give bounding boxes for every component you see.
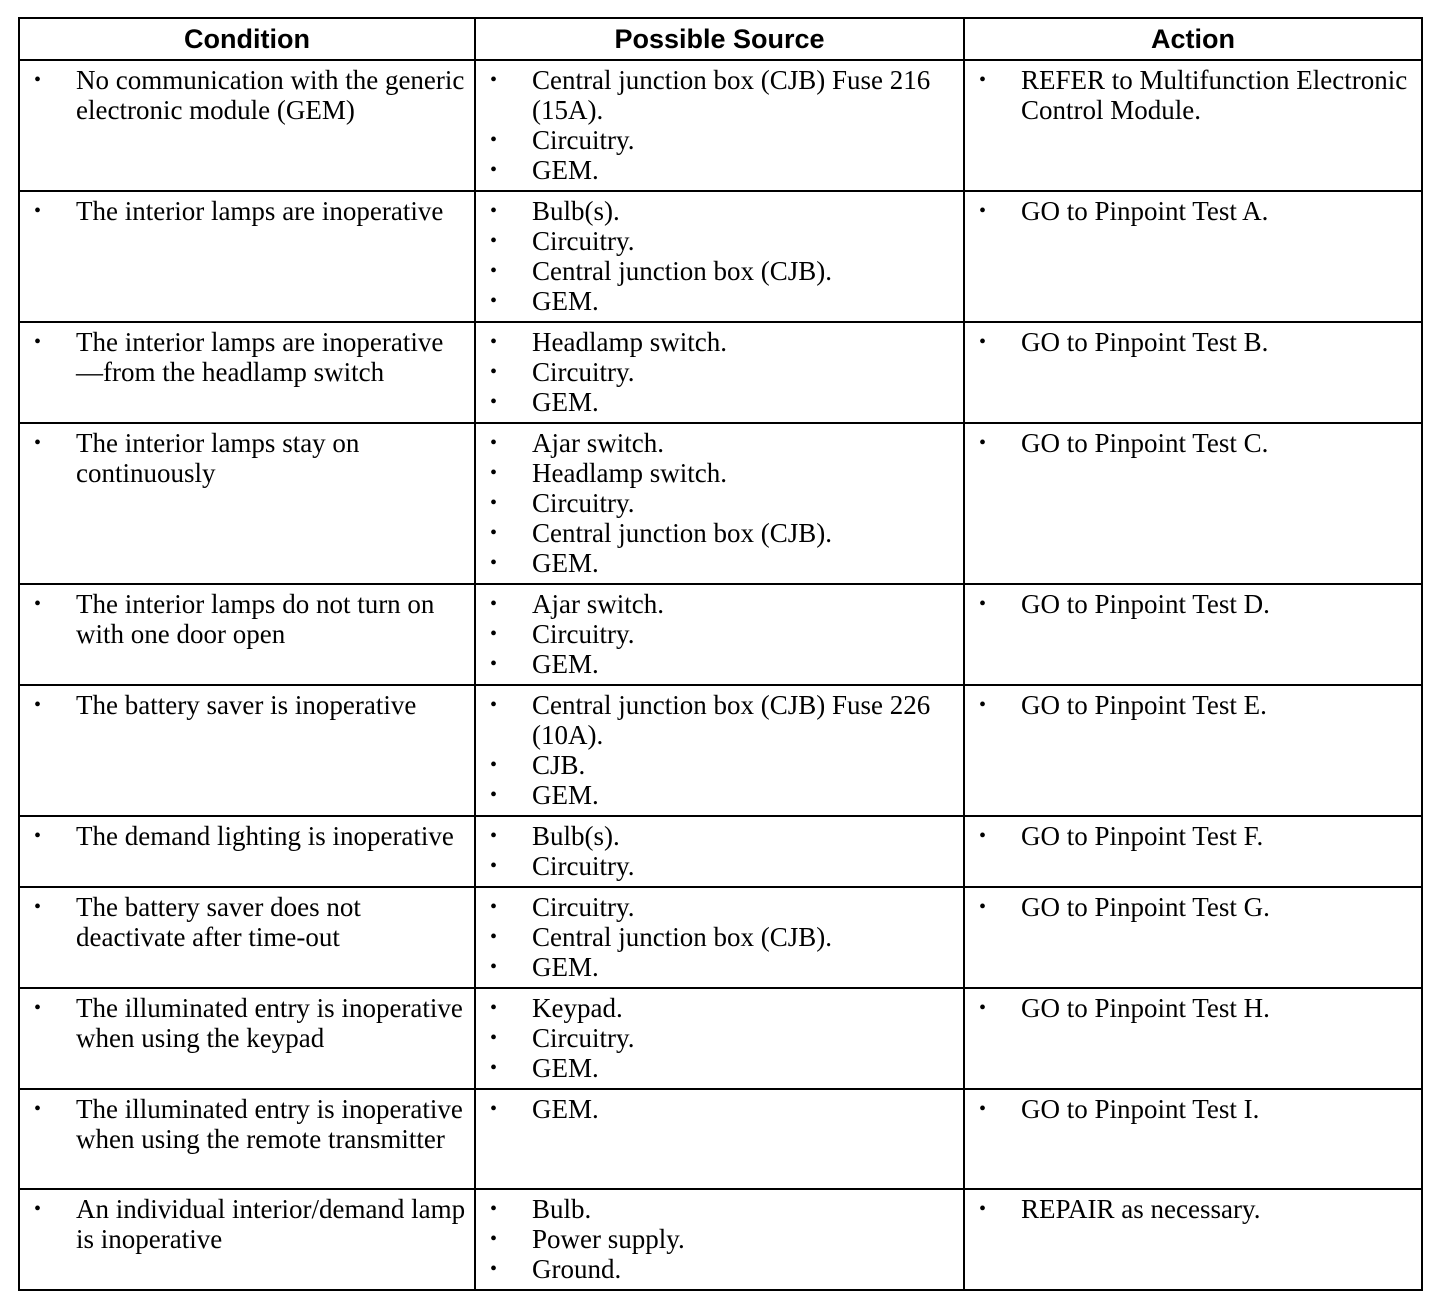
source-item: • Circuitry.	[488, 125, 955, 155]
action-list	[977, 65, 1413, 125]
condition-cell	[19, 887, 475, 988]
condition-text: • The battery saver does not deactivate after time-out	[32, 892, 466, 952]
source-item: • GEM.	[488, 548, 955, 578]
source-item: • GEM.	[488, 952, 955, 982]
action-cell	[964, 423, 1422, 584]
table-row	[19, 1089, 1422, 1189]
action-cell	[964, 988, 1422, 1089]
condition-text: • The interior lamps stay on continuously	[32, 428, 466, 488]
action-list	[977, 1094, 1413, 1124]
source-item: • Circuitry.	[488, 892, 955, 922]
condition-cell	[19, 322, 475, 423]
condition-list	[32, 993, 466, 1053]
source-item: • GEM.	[488, 387, 955, 417]
source-item: • Headlamp switch.	[488, 458, 955, 488]
condition-text: • The interior lamps are inoperative—from the headlamp switch	[32, 327, 466, 387]
source-item: • Central junction box (CJB).	[488, 256, 955, 286]
source-item: • CJB.	[488, 750, 955, 780]
action-cell	[964, 1089, 1422, 1189]
source-list	[488, 327, 955, 417]
condition-cell	[19, 1189, 475, 1290]
possible-source-cell	[475, 60, 964, 191]
condition-list	[32, 1094, 466, 1154]
table-row	[19, 816, 1422, 887]
table-body	[19, 60, 1422, 1290]
condition-cell	[19, 584, 475, 685]
action-list	[977, 1194, 1413, 1224]
condition-list	[32, 821, 466, 851]
source-item: • Central junction box (CJB) Fuse 216 (15A).	[488, 65, 955, 125]
action-cell	[964, 1189, 1422, 1290]
condition-cell	[19, 60, 475, 191]
possible-source-cell	[475, 988, 964, 1089]
table-row	[19, 988, 1422, 1089]
source-item: • Circuitry.	[488, 488, 955, 518]
table-row	[19, 1189, 1422, 1290]
table-row	[19, 584, 1422, 685]
action-list	[977, 428, 1413, 458]
table-row	[19, 423, 1422, 584]
condition-text: • No communication with the generic electronic module (GEM)	[32, 65, 466, 125]
source-item: • GEM.	[488, 649, 955, 679]
source-list	[488, 65, 955, 185]
condition-text: • The interior lamps do not turn on with one door open	[32, 589, 466, 649]
possible-source-cell	[475, 685, 964, 816]
table-row	[19, 322, 1422, 423]
action-list	[977, 690, 1413, 720]
action-text: • GO to Pinpoint Test E.	[977, 690, 1413, 720]
action-list	[977, 993, 1413, 1023]
condition-text: • An individual interior/demand lamp is inoperative	[32, 1194, 466, 1254]
table-row	[19, 887, 1422, 988]
source-item: • Keypad.	[488, 993, 955, 1023]
condition-list	[32, 589, 466, 649]
condition-text: • The illuminated entry is inoperative when using the keypad	[32, 993, 466, 1053]
source-item: • Ajar switch.	[488, 589, 955, 619]
condition-cell	[19, 685, 475, 816]
action-list	[977, 892, 1413, 922]
source-item: • Circuitry.	[488, 851, 955, 881]
source-list	[488, 993, 955, 1083]
condition-text: • The interior lamps are inoperative	[32, 196, 466, 226]
source-list	[488, 428, 955, 578]
action-cell	[964, 191, 1422, 322]
header-row	[19, 18, 1422, 60]
source-item: • Ajar switch.	[488, 428, 955, 458]
condition-list	[32, 428, 466, 488]
table-row	[19, 60, 1422, 191]
possible-source-cell	[475, 1189, 964, 1290]
possible-source-cell	[475, 423, 964, 584]
action-cell	[964, 816, 1422, 887]
action-list	[977, 327, 1413, 357]
source-list	[488, 892, 955, 982]
action-text: • GO to Pinpoint Test C.	[977, 428, 1413, 458]
source-list	[488, 589, 955, 679]
condition-text: • The battery saver is inoperative	[32, 690, 466, 720]
condition-list	[32, 690, 466, 720]
action-cell	[964, 685, 1422, 816]
source-item: • Bulb.	[488, 1194, 955, 1224]
action-cell	[964, 584, 1422, 685]
source-item: • Power supply.	[488, 1224, 955, 1254]
action-list	[977, 589, 1413, 619]
source-list	[488, 1194, 955, 1284]
source-item: • Circuitry.	[488, 1023, 955, 1053]
source-item: • Circuitry.	[488, 357, 955, 387]
condition-cell	[19, 816, 475, 887]
possible-source-cell	[475, 887, 964, 988]
possible-source-cell	[475, 191, 964, 322]
table-row	[19, 685, 1422, 816]
condition-list	[32, 65, 466, 125]
condition-cell	[19, 1089, 475, 1189]
action-text: • GO to Pinpoint Test H.	[977, 993, 1413, 1023]
action-cell	[964, 60, 1422, 191]
source-item: • Ground.	[488, 1254, 955, 1284]
action-text: • GO to Pinpoint Test A.	[977, 196, 1413, 226]
condition-list	[32, 327, 466, 387]
source-item: • Circuitry.	[488, 226, 955, 256]
source-item: • GEM.	[488, 780, 955, 810]
action-list	[977, 821, 1413, 851]
action-cell	[964, 322, 1422, 423]
diagnosis-table	[18, 17, 1423, 1291]
source-list	[488, 1094, 955, 1124]
action-text: • REPAIR as necessary.	[977, 1194, 1413, 1224]
source-item: • Central junction box (CJB).	[488, 922, 955, 952]
source-item: • Central junction box (CJB).	[488, 518, 955, 548]
action-text: • GO to Pinpoint Test F.	[977, 821, 1413, 851]
action-header: Action	[964, 18, 1422, 60]
action-text: • GO to Pinpoint Test G.	[977, 892, 1413, 922]
source-item: • Bulb(s).	[488, 821, 955, 851]
source-list	[488, 821, 955, 881]
condition-text: • The illuminated entry is inoperative when using the remote transmitter	[32, 1094, 466, 1154]
possible-source-cell	[475, 322, 964, 423]
condition-text: • The demand lighting is inoperative	[32, 821, 466, 851]
table-row	[19, 191, 1422, 322]
source-item: • Central junction box (CJB) Fuse 226 (10A).	[488, 690, 955, 750]
action-text: • GO to Pinpoint Test I.	[977, 1094, 1413, 1124]
action-text: • GO to Pinpoint Test B.	[977, 327, 1413, 357]
condition-header: Condition	[19, 18, 475, 60]
action-cell	[964, 887, 1422, 988]
condition-cell	[19, 191, 475, 322]
source-item: • Bulb(s).	[488, 196, 955, 226]
source-item: • GEM.	[488, 286, 955, 316]
condition-cell	[19, 423, 475, 584]
condition-list	[32, 892, 466, 952]
condition-cell	[19, 988, 475, 1089]
possible-source-cell	[475, 816, 964, 887]
possible-source-header: Possible Source	[475, 18, 964, 60]
action-text: • REFER to Multifunction Electronic Control Module.	[977, 65, 1413, 125]
action-list	[977, 196, 1413, 226]
condition-list	[32, 196, 466, 226]
source-list	[488, 196, 955, 316]
possible-source-cell	[475, 1089, 964, 1189]
condition-list	[32, 1194, 466, 1254]
action-text: • GO to Pinpoint Test D.	[977, 589, 1413, 619]
source-item: • GEM.	[488, 1094, 955, 1124]
possible-source-cell	[475, 584, 964, 685]
source-item: • GEM.	[488, 1053, 955, 1083]
source-item: • GEM.	[488, 155, 955, 185]
source-item: • Circuitry.	[488, 619, 955, 649]
source-list	[488, 690, 955, 810]
source-item: • Headlamp switch.	[488, 327, 955, 357]
